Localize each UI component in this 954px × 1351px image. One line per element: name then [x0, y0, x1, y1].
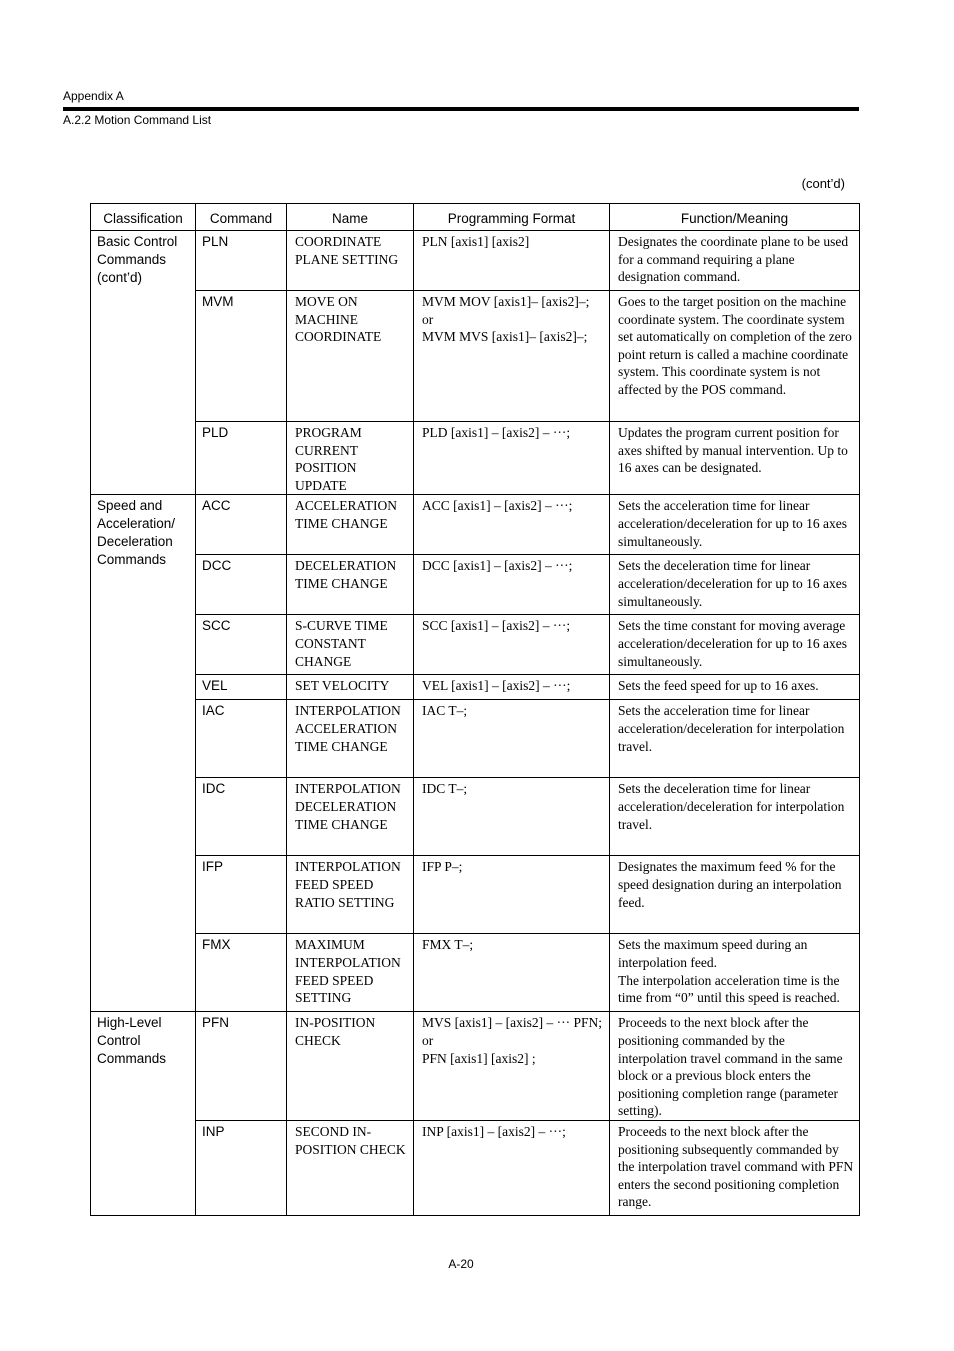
column-header-classification: Classification [91, 204, 196, 231]
command-cell: PLN [196, 231, 287, 291]
page-number: A-20 [448, 1257, 474, 1271]
format-cell: IAC T–; [414, 700, 610, 778]
function-cell: Sets the maximum speed during an interpolation feed. The interpolation acceleration time is the time from “0” until this speed is reached. [610, 934, 860, 1012]
format-cell: ACC [axis1] – [axis2] – ···; [414, 495, 610, 555]
table-row [91, 495, 860, 555]
command-cell: SCC [196, 615, 287, 675]
column-header-function-meaning: Function/Meaning [610, 204, 860, 231]
format-cell: MVS [axis1] – [axis2] – ··· PFN; or PFN [axis1] [axis2] ; [414, 1012, 610, 1121]
name-cell: COORDINATE PLANE SETTING [287, 231, 414, 291]
table-header-row [91, 204, 860, 231]
continued-label: (cont’d) [801, 176, 845, 191]
header-subsection: A.2.2 Motion Command List [63, 113, 212, 127]
format-cell: SCC [axis1] – [axis2] – ···; [414, 615, 610, 675]
table-row [91, 1012, 860, 1121]
function-cell: Sets the deceleration time for linear acceleration/deceleration for up to 16 axes simultaneously. [610, 555, 860, 615]
function-cell: Proceeds to the next block after the positioning commanded by the interpolation travel command in the same block or a previous block enters the positioning completion range (parameter setting). [610, 1012, 860, 1121]
classification-cell: High-Level Control Commands [91, 1012, 196, 1216]
table-row [91, 555, 860, 615]
format-cell: PLN [axis1] [axis2] [414, 231, 610, 291]
format-cell: INP [axis1] – [axis2] – ···; [414, 1120, 610, 1215]
name-cell: DECELERATION TIME CHANGE [287, 555, 414, 615]
table-row [91, 231, 860, 291]
table-row [91, 675, 860, 700]
motion-command-table [90, 203, 860, 1216]
format-cell: VEL [axis1] – [axis2] – ···; [414, 675, 610, 700]
name-cell: INTERPOLATION FEED SPEED RATIO SETTING [287, 856, 414, 934]
name-cell: MAXIMUM INTERPOLATION FEED SPEED SETTING [287, 934, 414, 1012]
format-cell: MVM MOV [axis1]– [axis2]–; or MVM MVS [axis1]– [axis2]–; [414, 291, 610, 422]
table-row [91, 778, 860, 856]
function-cell: Sets the time constant for moving average acceleration/deceleration for up to 16 axes simultaneously. [610, 615, 860, 675]
command-cell: INP [196, 1120, 287, 1215]
command-cell: IDC [196, 778, 287, 856]
format-cell: FMX T–; [414, 934, 610, 1012]
header-rule [63, 107, 859, 111]
name-cell: MOVE ON MACHINE COORDINATE [287, 291, 414, 422]
command-cell: IAC [196, 700, 287, 778]
format-cell: IDC T–; [414, 778, 610, 856]
name-cell: PROGRAM CURRENT POSITION UPDATE [287, 422, 414, 495]
function-cell: Sets the feed speed for up to 16 axes. [610, 675, 860, 700]
table-row [91, 856, 860, 934]
name-cell: INTERPOLATION DECELERATION TIME CHANGE [287, 778, 414, 856]
classification-cell: Speed and Acceleration/ Deceleration Commands [91, 495, 196, 1012]
table-row [91, 422, 860, 495]
function-cell: Sets the deceleration time for linear acceleration/deceleration for interpolation travel. [610, 778, 860, 856]
command-cell: PFN [196, 1012, 287, 1121]
format-cell: DCC [axis1] – [axis2] – ···; [414, 555, 610, 615]
header-section: Appendix A [63, 89, 124, 103]
function-cell: Designates the coordinate plane to be used for a command requiring a plane designation command. [610, 231, 860, 291]
function-cell: Proceeds to the next block after the positioning subsequently commanded by the interpolation travel command with PFN enters the second positioning completion range. [610, 1120, 860, 1215]
function-cell: Goes to the target position on the machine coordinate system. The coordinate system set automatically on completion of the zero point return is called a machine coordinate system. This coordinate system is not affected by the POS command. [610, 291, 860, 422]
command-cell: IFP [196, 856, 287, 934]
name-cell: INTERPOLATION ACCELERATION TIME CHANGE [287, 700, 414, 778]
table-row [91, 934, 860, 1012]
table-row [91, 615, 860, 675]
command-cell: VEL [196, 675, 287, 700]
column-header-name: Name [287, 204, 414, 231]
table-row [91, 1120, 860, 1215]
format-cell: IFP P–; [414, 856, 610, 934]
command-cell: ACC [196, 495, 287, 555]
classification-cell: Basic Control Commands (cont’d) [91, 231, 196, 495]
command-cell: FMX [196, 934, 287, 1012]
command-cell: PLD [196, 422, 287, 495]
table-row [91, 291, 860, 422]
name-cell: S-CURVE TIME CONSTANT CHANGE [287, 615, 414, 675]
column-header-command: Command [196, 204, 287, 231]
command-cell: MVM [196, 291, 287, 422]
function-cell: Sets the acceleration time for linear acceleration/deceleration for interpolation travel. [610, 700, 860, 778]
table-row [91, 700, 860, 778]
function-cell: Designates the maximum feed % for the speed designation during an interpolation feed. [610, 856, 860, 934]
column-header-programming-format: Programming Format [414, 204, 610, 231]
function-cell: Sets the acceleration time for linear acceleration/deceleration for up to 16 axes simultaneously. [610, 495, 860, 555]
name-cell: ACCELERATION TIME CHANGE [287, 495, 414, 555]
name-cell: SECOND IN-POSITION CHECK [287, 1120, 414, 1215]
function-cell: Updates the program current position for axes shifted by manual intervention. Up to 16 axes can be designated. [610, 422, 860, 495]
name-cell: SET VELOCITY [287, 675, 414, 700]
format-cell: PLD [axis1] – [axis2] – ···; [414, 422, 610, 495]
name-cell: IN-POSITION CHECK [287, 1012, 414, 1121]
command-cell: DCC [196, 555, 287, 615]
